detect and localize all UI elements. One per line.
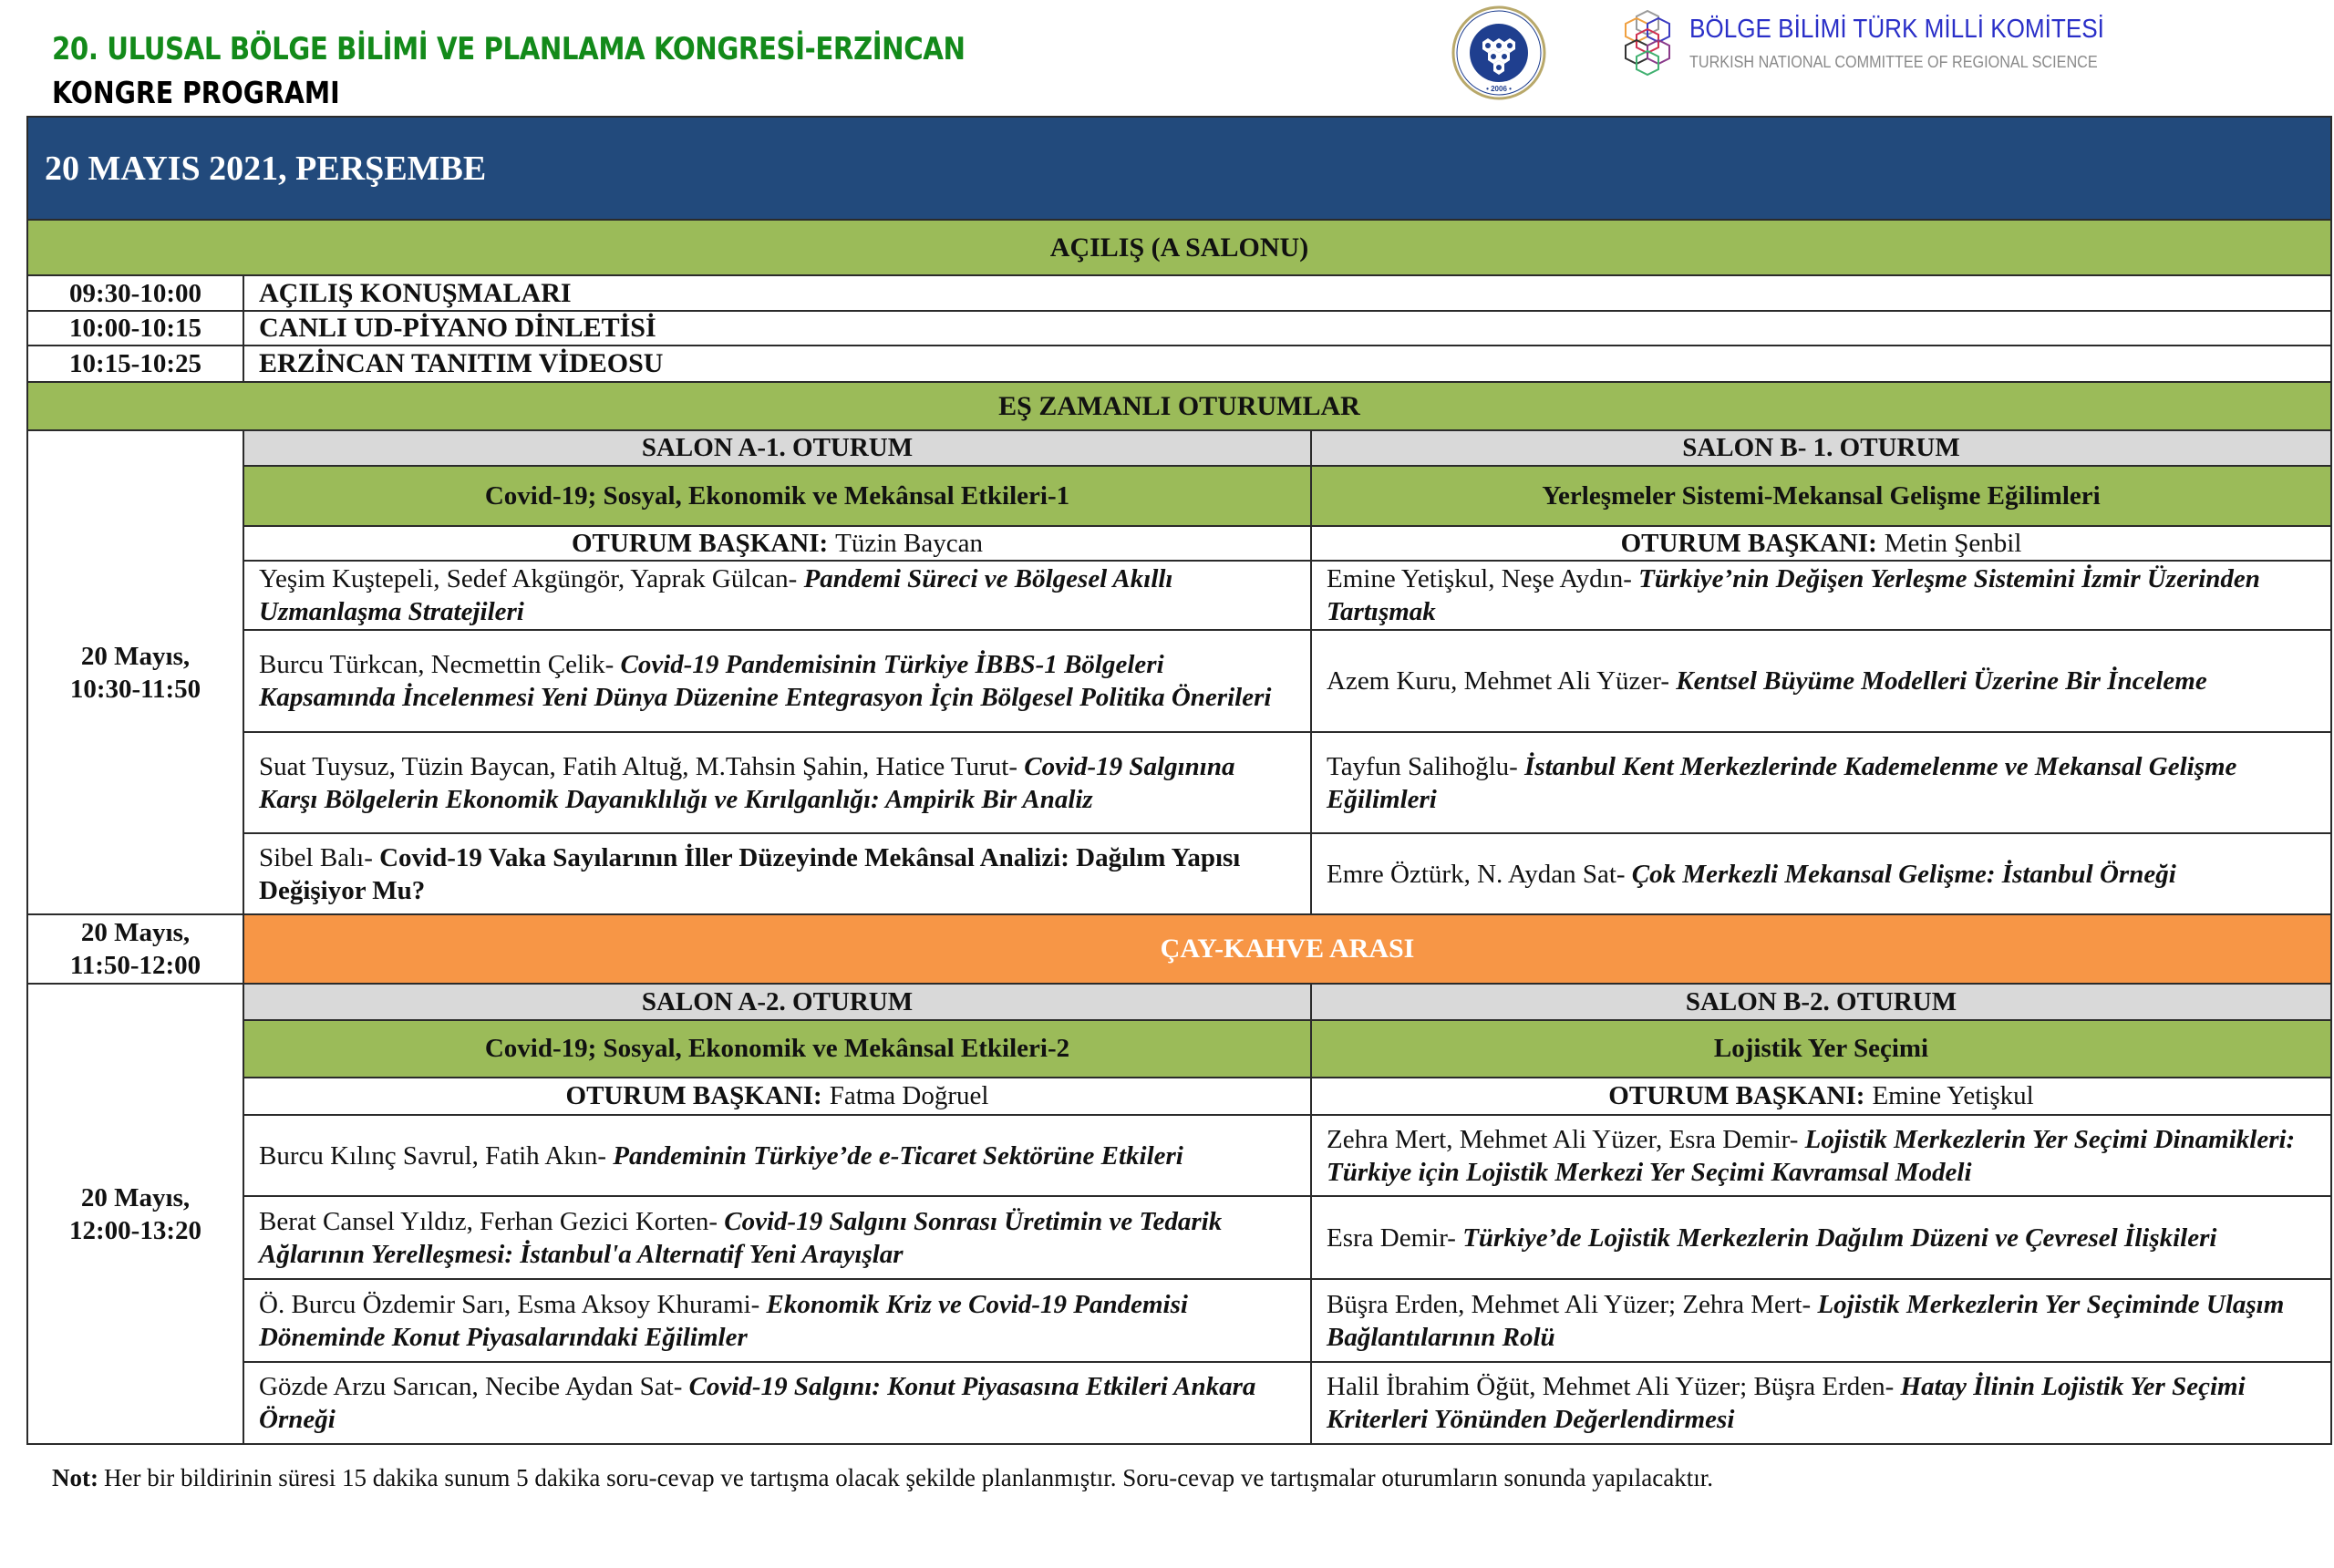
salon-a1-chair [243, 527, 1312, 562]
paper-title: Kentsel Büyüme Modelleri Üzerine Bir İnceleme [1676, 666, 2207, 696]
event-label: ERZİNCAN TANITIM VİDEOSU [243, 346, 2332, 383]
paper-item [243, 1116, 1312, 1197]
event-label: AÇILIŞ KONUŞMALARI [243, 276, 2332, 312]
committee-subtitle: TURKISH NATIONAL COMMITTEE OF REGIONAL SCIENCE [1689, 53, 2098, 71]
paper-title: Covid-19 Salgınına Karşı Bölgelerin Ekonomik Dayanıklılığı ve Kırılganlığı: Ampirik Bir Analiz [259, 751, 1235, 814]
paper-item [1310, 1363, 2332, 1445]
block2-hours: 12:00-13:20 [69, 1215, 201, 1245]
salon-b2-topic: Lojistik Yer Seçimi [1310, 1021, 2332, 1078]
footnote [52, 1464, 1713, 1492]
paper-item [1310, 834, 2332, 915]
event-time: 10:15-10:25 [26, 346, 244, 383]
break-date: 20 Mayıs, [80, 918, 191, 947]
salon-a1-topic: Covid-19; Sosyal, Ekonomik ve Mekânsal Etkileri-1 [243, 467, 1312, 527]
paper-authors: Emine Yetişkul, Neşe Aydın- [1327, 564, 1632, 593]
paper-item [1310, 562, 2332, 631]
paper-item [243, 1363, 1312, 1445]
committee-logo-icon [1609, 7, 1682, 86]
paper-title: Ekonomik Kriz ve Covid-19 Pandemisi Döneminde Konut Piyasalarındaki Eğilimler [259, 1289, 1188, 1352]
salon-b2-header: SALON B-2. OTURUM [1310, 985, 2332, 1021]
note-text: Her bir bildirinin süresi 15 dakika sunum 5 dakika soru-cevap ve tartışma olacak şekilde planlanmıştır. Soru-cevap ve tartışmalar oturumların sonunda yapılacaktır. [103, 1464, 1713, 1491]
chair-name: Metin Şenbil [1884, 528, 2022, 558]
block1-date: 20 Mayıs, [80, 641, 191, 671]
day-header: 20 MAYIS 2021, PERŞEMBE [26, 116, 2332, 221]
paper-authors: Büşra Erden, Mehmet Ali Yüzer; Zehra Mert- [1327, 1289, 1812, 1319]
paper-title: Covid-19 Salgını: Konut Piyasasına Etkileri Ankara Örneği [259, 1372, 1256, 1434]
paper-title: Lojistik Merkezlerin Yer Seçiminde Ulaşım Bağlantılarının Rolü [1327, 1289, 2285, 1352]
break-hours: 11:50-12:00 [69, 951, 201, 980]
salon-b1-chair [1310, 527, 2332, 562]
paper-authors: Sibel Balı- [259, 842, 373, 872]
paper-authors: Yeşim Kuştepeli, Sedef Akgüngör, Yaprak Gülcan- [259, 564, 798, 593]
block1-time [26, 431, 244, 915]
paper-title: Covid-19 Pandemisinin Türkiye İBBS-1 Bölgeleri Kapsamında İncelenmesi Yeni Dünya Düzenine Entegrasyon İçin Bölgesel Politika Önerileri [259, 650, 1272, 712]
paper-title: Türkiye’de Lojistik Merkezlerin Dağılım Düzeni ve Çevresel İlişkileri [1462, 1222, 2217, 1253]
paper-item [243, 834, 1312, 915]
paper-item [1310, 1116, 2332, 1197]
chair-label: OTURUM BAŞKANI: [571, 528, 829, 558]
paper-authors: Emre Öztürk, N. Aydan Sat- [1327, 859, 1626, 889]
chair-name: Emine Yetişkul [1872, 1081, 2034, 1110]
paper-authors: Esra Demir- [1327, 1222, 1456, 1253]
paper-authors: Zehra Mert, Mehmet Ali Yüzer, Esra Demir- [1327, 1124, 1799, 1154]
block1-hours: 10:30-11:50 [69, 674, 201, 704]
paper-authors: Burcu Türkcan, Necmettin Çelik- [259, 650, 614, 679]
program-subtitle: KONGRE PROGRAMI [52, 75, 340, 110]
paper-title: Pandemi Süreci ve Bölgesel Akıllı Uzmanlaşma Stratejileri [259, 564, 1173, 626]
break-time [26, 915, 244, 985]
paper-authors: Suat Tuysuz, Tüzin Baycan, Fatih Altuğ, M.Tahsin Şahin, Hatice Turut- [259, 751, 1017, 781]
block2-date: 20 Mayıs, [80, 1182, 191, 1212]
paper-title: İstanbul Kent Merkezlerinde Kademelenme ve Mekansal Gelişme Eğilimleri [1327, 751, 2237, 814]
event-label: CANLI UD-PİYANO DİNLETİSİ [243, 312, 2332, 346]
chair-label: OTURUM BAŞKANI: [1608, 1081, 1865, 1110]
paper-authors: Berat Cansel Yıldız, Ferhan Gezici Korten- [259, 1206, 718, 1236]
paper-authors: Tayfun Salihoğlu- [1327, 751, 1518, 781]
university-logo-icon [1451, 5, 1546, 100]
chair-name: Fatma Doğruel [829, 1081, 989, 1110]
salon-a2-topic: Covid-19; Sosyal, Ekonomik ve Mekânsal Etkileri-2 [243, 1021, 1312, 1078]
salon-a2-header: SALON A-2. OTURUM [243, 985, 1312, 1021]
paper-authors: Azem Kuru, Mehmet Ali Yüzer- [1327, 666, 1670, 696]
paper-item [1310, 1197, 2332, 1280]
salon-b2-chair [1310, 1078, 2332, 1116]
paper-item [1310, 733, 2332, 834]
paper-title: Covid-19 Salgını Sonrası Üretimin ve Tedarik Ağlarının Yerelleşmesi: İstanbul'a Alternatif Yeni Arayışlar [259, 1206, 1223, 1269]
block2-time [26, 985, 244, 1445]
salon-b1-header: SALON B- 1. OTURUM [1310, 431, 2332, 467]
chair-label: OTURUM BAŞKANI: [1620, 528, 1877, 558]
paper-authors: Gözde Arzu Sarıcan, Necibe Aydan Sat- [259, 1372, 683, 1401]
committee-name: BÖLGE BİLİMİ TÜRK MİLLİ KOMİTESİ [1689, 15, 2104, 44]
salon-a1-header: SALON A-1. OTURUM [243, 431, 1312, 467]
paper-title: Çok Merkezli Mekansal Gelişme: İstanbul Örneği [1631, 859, 2176, 889]
paper-item [243, 631, 1312, 733]
paper-item [243, 733, 1312, 834]
parallel-sessions-header: EŞ ZAMANLI OTURUMLAR [26, 383, 2332, 431]
event-time: 09:30-10:00 [26, 276, 244, 312]
note-label: Not: [52, 1464, 98, 1491]
congress-title: 20. ULUSAL BÖLGE BİLİMİ VE PLANLAMA KONGRESİ-ERZİNCAN [52, 31, 966, 67]
paper-title: Pandeminin Türkiye’de e-Ticaret Sektörüne Etkileri [613, 1140, 1183, 1171]
coffee-break: ÇAY-KAHVE ARASI [243, 915, 2332, 985]
salon-b1-topic: Yerleşmeler Sistemi-Mekansal Gelişme Eğilimleri [1310, 467, 2332, 527]
paper-item [1310, 631, 2332, 733]
paper-item [243, 1197, 1312, 1280]
paper-title: Türkiye’nin Değişen Yerleşme Sistemini İzmir Üzerinden Tartışmak [1327, 564, 2260, 626]
paper-item [243, 1280, 1312, 1363]
paper-title: Covid-19 Vaka Sayılarının İller Düzeyinde Mekânsal Analizi: Dağılım Yapısı Değişiyor Mu? [259, 842, 1241, 905]
paper-authors: Ö. Burcu Özdemir Sarı, Esma Aksoy Khurami- [259, 1289, 760, 1319]
chair-name: Tüzin Baycan [835, 528, 983, 558]
paper-authors: Halil İbrahim Öğüt, Mehmet Ali Yüzer; Büşra Erden- [1327, 1372, 1895, 1401]
svg-text:• 2006 •: • 2006 • [1486, 85, 1512, 93]
paper-title: Hatay İlinin Lojistik Yer Seçimi Kriterleri Yönünden Değerlendirmesi [1327, 1372, 2246, 1434]
paper-authors: Burcu Kılınç Savrul, Fatih Akın- [259, 1140, 606, 1171]
paper-item [1310, 1280, 2332, 1363]
paper-title: Lojistik Merkezlerin Yer Seçimi Dinamikleri: Türkiye için Lojistik Merkezi Yer Seçimi Kavramsal Modeli [1327, 1124, 2296, 1187]
event-time: 10:00-10:15 [26, 312, 244, 346]
opening-header: AÇILIŞ (A SALONU) [26, 221, 2332, 276]
salon-a2-chair [243, 1078, 1312, 1116]
chair-label: OTURUM BAŞKANI: [565, 1081, 822, 1110]
paper-item [243, 562, 1312, 631]
